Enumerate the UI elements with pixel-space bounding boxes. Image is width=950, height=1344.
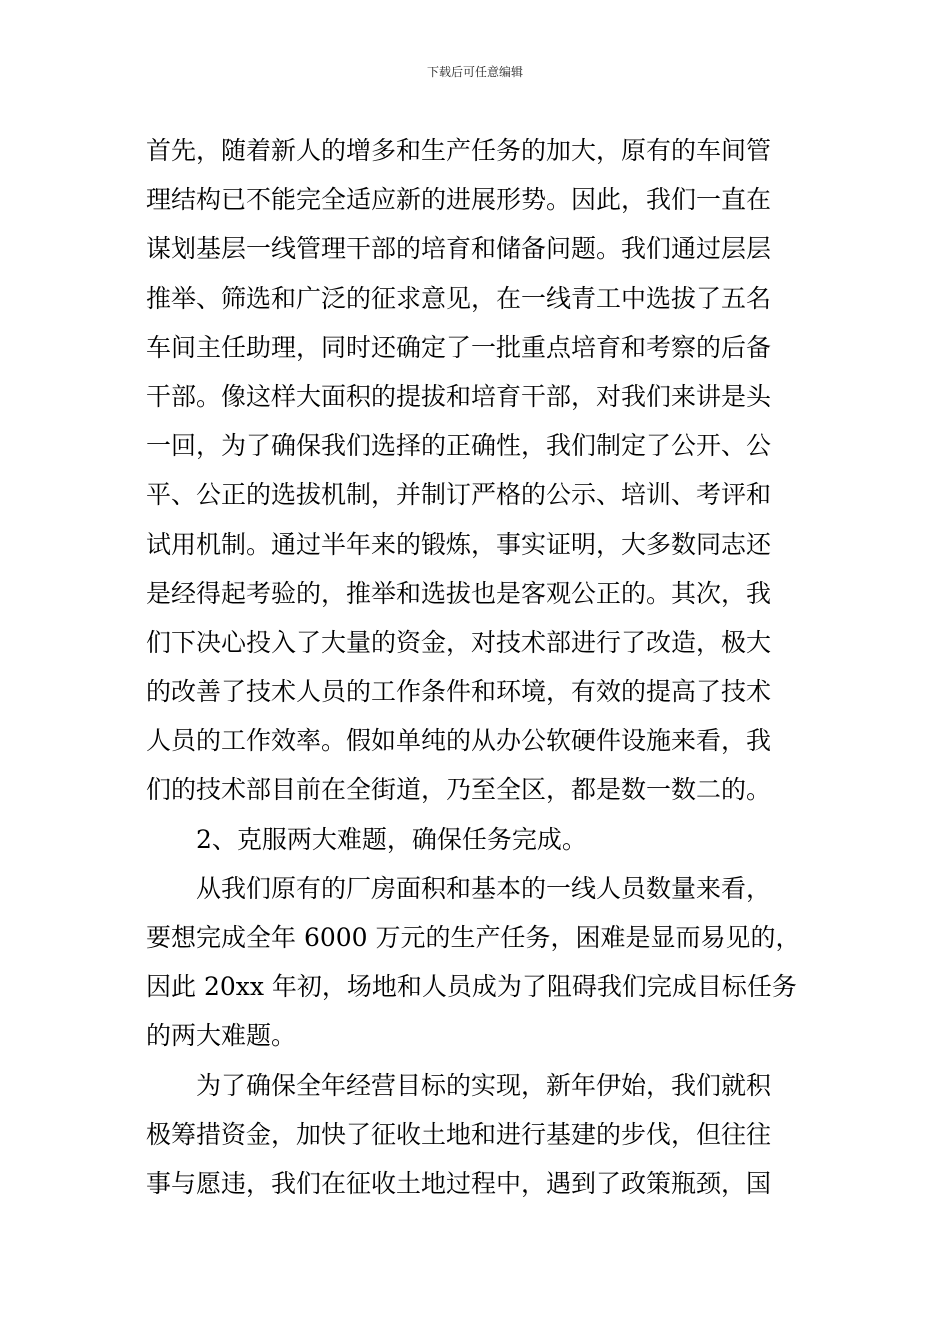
text-line: 的两大难题。 [146,1021,297,1051]
section-heading: 2、克服两大难题，确保任务完成。 [196,824,587,854]
text-line: 理结构已不能完全适应新的进展形势。因此，我们一直在 [146,185,772,215]
text-line: 平、公正的选拔机制，并制订严格的公示、培训、考评和 [146,480,772,510]
text-line: 推举、筛选和广泛的征求意见，在一线青工中选拔了五名 [146,283,772,313]
text-line: 车间主任助理，同时还确定了一批重点培育和考察的后备 [146,332,772,362]
text-line: 谋划基层一线管理干部的培育和储备问题。我们通过层层 [146,234,772,264]
page-header: 下载后可任意编辑 [426,65,523,79]
text-line: 是经得起考验的，推举和选拔也是客观公正的。其次，我 [146,578,772,608]
text-line: 的改善了技术人员的工作条件和环境，有效的提高了技术 [146,677,772,707]
document-body [146,126,818,1208]
text-line: 极筹措资金，加快了征收土地和进行基建的步伐，但往往 [146,1119,772,1149]
text-line: 干部。像这样大面积的提拔和培育干部，对我们来讲是头 [146,381,772,411]
text-line: 从我们原有的厂房面积和基本的一线人员数量来看， [196,873,772,903]
text-line: 们的技术部目前在全街道，乃至全区，都是数一数二的。 [146,775,772,805]
text-line: 事与愿违，我们在征收土地过程中，遇到了政策瓶颈，国 [146,1168,772,1198]
text-line: 一回，为了确保我们选择的正确性，我们制定了公开、公 [146,431,772,461]
text-line: 要想完成全年 6000 万元的生产任务，困难是显而易见的， [146,923,801,952]
text-line: 为了确保全年经营目标的实现，新年伊始，我们就积 [196,1070,772,1100]
text-line: 首先，随着新人的增多和生产任务的加大，原有的车间管 [146,136,772,165]
text-line: 试用机制。通过半年来的锻炼，事实证明，大多数同志还 [146,529,772,559]
text-line: 人员的工作效率。假如单纯的从办公软硬件设施来看，我 [146,726,772,756]
text-line: 因此 20xx 年初，场地和人员成为了阻碍我们完成目标任务 [146,972,797,1002]
text-line: 们下决心投入了大量的资金，对技术部进行了改造，极大 [146,627,772,657]
